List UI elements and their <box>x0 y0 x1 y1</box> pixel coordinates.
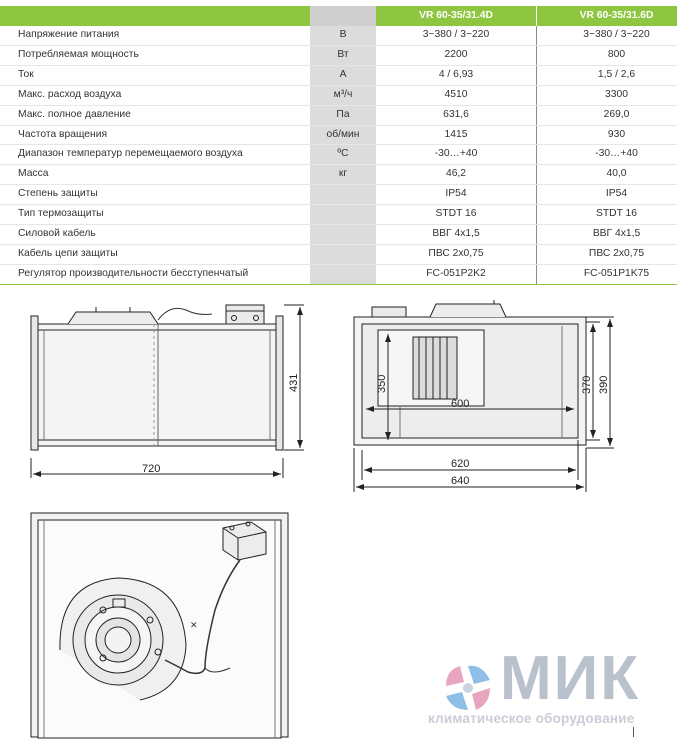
header-label-cell <box>0 6 310 26</box>
dim-label-350: 350 <box>376 374 388 393</box>
inlet-view-drawing <box>25 505 295 739</box>
spec-value-a: 2200 <box>376 45 537 65</box>
dim-label-390: 390 <box>598 375 610 394</box>
brand-tagline: климатическое оборудование <box>428 711 635 726</box>
dim-label-620: 620 <box>451 458 470 470</box>
spec-label: Силовой кабель <box>0 225 310 245</box>
spec-value-a: 3~380 / 3~220 <box>376 26 537 45</box>
spec-label: Масса <box>0 165 310 185</box>
spec-value-b: FC-051P1K75 <box>537 264 677 284</box>
spec-value-a: ВВГ 4х1,5 <box>376 225 537 245</box>
spec-value-b: 269,0 <box>537 105 677 125</box>
spec-value-b: 1,5 / 2,6 <box>537 65 677 85</box>
spec-row <box>0 125 677 145</box>
spec-label: Степень защиты <box>0 185 310 205</box>
spec-value-a: 4 / 6,93 <box>376 65 537 85</box>
spec-value-b: 800 <box>537 45 677 65</box>
spec-value-a: -30…+40 <box>376 145 537 165</box>
spec-unit <box>310 244 376 264</box>
spec-unit: А <box>310 65 376 85</box>
spec-value-b: -30…+40 <box>537 145 677 165</box>
spec-label: Макс. полное давление <box>0 105 310 125</box>
spec-value-b: 3300 <box>537 85 677 105</box>
dim-label-720: 720 <box>142 463 161 475</box>
spec-value-a: 1415 <box>376 125 537 145</box>
spec-value-b: 930 <box>537 125 677 145</box>
spec-row <box>0 65 677 85</box>
spec-label: Макс. расход воздуха <box>0 85 310 105</box>
spec-table-header <box>0 6 677 26</box>
spec-label: Регулятор производительности бесступенчатый <box>0 264 310 284</box>
dim-label-370: 370 <box>581 375 593 394</box>
spec-row <box>0 244 677 264</box>
front-view-drawing <box>340 295 620 495</box>
corner-mark <box>633 727 634 737</box>
spec-unit: ºC <box>310 145 376 165</box>
spec-value-b: STDT 16 <box>537 205 677 225</box>
spec-row <box>0 145 677 165</box>
spec-value-a: ПВС 2х0,75 <box>376 244 537 264</box>
spec-label: Ток <box>0 65 310 85</box>
spec-unit: кг <box>310 165 376 185</box>
spec-label: Потребляемая мощность <box>0 45 310 65</box>
spec-row <box>0 105 677 125</box>
spec-unit: об/мин <box>310 125 376 145</box>
spec-value-b: 3~380 / 3~220 <box>537 26 677 45</box>
spec-row <box>0 45 677 65</box>
spec-value-b: IP54 <box>537 185 677 205</box>
header-model-b: VR 60-35/31.6D <box>537 6 677 26</box>
spec-unit <box>310 205 376 225</box>
cable-glyph: ✕ <box>190 620 198 630</box>
spec-label: Кабель цепи защиты <box>0 244 310 264</box>
header-model-a: VR 60-35/31.4D <box>376 6 537 26</box>
spec-unit <box>310 225 376 245</box>
spec-value-b: 40,0 <box>537 165 677 185</box>
spec-row <box>0 225 677 245</box>
spec-table <box>0 6 677 285</box>
spec-unit: Вт <box>310 45 376 65</box>
spec-value-a: 4510 <box>376 85 537 105</box>
spec-row <box>0 165 677 185</box>
header-unit-cell <box>310 6 376 26</box>
spec-label: Напряжение питания <box>0 26 310 45</box>
spec-row <box>0 185 677 205</box>
brand-name: МИК <box>500 644 641 713</box>
spec-row <box>0 26 677 45</box>
spec-label: Диапазон температур перемещаемого воздуха <box>0 145 310 165</box>
spec-unit <box>310 185 376 205</box>
dim-label-431: 431 <box>288 373 300 392</box>
spec-row <box>0 85 677 105</box>
spec-unit: В <box>310 26 376 45</box>
spec-unit: м³/ч <box>310 85 376 105</box>
spec-label: Частота вращения <box>0 125 310 145</box>
spec-row <box>0 205 677 225</box>
spec-row <box>0 264 677 284</box>
dim-label-640: 640 <box>451 475 470 487</box>
spec-value-a: STDT 16 <box>376 205 537 225</box>
spec-value-a: FC-051P2K2 <box>376 264 537 284</box>
spec-unit <box>310 264 376 284</box>
spec-unit: Па <box>310 105 376 125</box>
side-view-drawing <box>0 295 320 480</box>
spec-value-a: IP54 <box>376 185 537 205</box>
spec-value-b: ВВГ 4х1,5 <box>537 225 677 245</box>
spec-value-b: ПВС 2х0,75 <box>537 244 677 264</box>
spec-value-a: 631,6 <box>376 105 537 125</box>
dim-label-600: 600 <box>451 398 470 410</box>
spec-value-a: 46,2 <box>376 165 537 185</box>
spec-label: Тип термозащиты <box>0 205 310 225</box>
